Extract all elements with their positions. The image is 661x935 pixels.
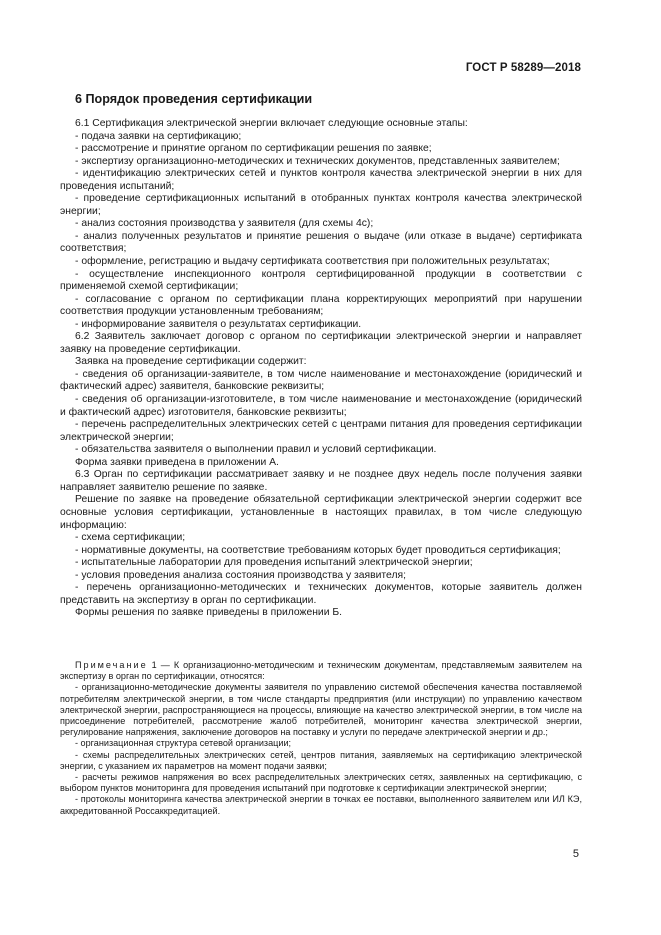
list-item: - анализ полученных результатов и принятие решения о выдаче (или отказе в выдаче) сертификата соответствия;	[60, 230, 582, 255]
list-item: - условия проведения анализа состояния производства у заявителя;	[75, 569, 406, 581]
section-title: 6 Порядок проведения сертификации	[75, 92, 313, 106]
note-item: - организационная структура сетевой организации;	[75, 738, 292, 749]
paragraph: 6.2 Заявитель заключает договор с органом по сертификации электрической энергии и направляет заявку на проведение сертификации.	[60, 331, 582, 355]
list-item: - нормативные документы, на соответствие требованиям которых будет проводиться сертификация;	[75, 544, 561, 556]
note-intro	[60, 660, 582, 682]
list-item: - испытательные лаборатории для проведения испытаний электрической энергии;	[75, 557, 473, 569]
note-item: - схемы распределительных электрических сетей, центров питания, заявляемых на сертификацию электрической энергии, с указанием их параметров на момент подачи заявки;	[60, 749, 582, 771]
list-item: - информирование заявителя о результатах сертификации.	[75, 318, 362, 330]
list-item: - оформление, регистрацию и выдачу сертификата соответствия при положительных результатах;	[75, 256, 550, 268]
paragraph: 6.3 Орган по сертификации рассматривает заявку и не позднее двух недель после получения заявки направляет заявителю решение по заявке.	[60, 469, 582, 493]
list-item: - подача заявки на сертификацию;	[75, 130, 242, 142]
note-label: Примечание	[75, 660, 148, 670]
list-item: - согласование с органом по сертификации плана корректирующих мероприятий при нарушении соответствия продукции установленным требованиям;	[60, 293, 582, 318]
note-item: - организационно-методические документы заявителя по управлению системой обеспечения качества поставляемой потребителям электрической энергии, в том числе стандарты предприятия (или инструкции) по управлению качеством электрической энергии, распространяющиеся на процессы, влияющие на качество электрической энергии, в том числе на присоединение потребителей, рассмотрение жалоб потребителей, мониторинг качества электрической энергии, регулирование напряжения, заключение договоров на поставку и услуги по передаче электрической энергии и др.;	[60, 682, 582, 738]
paragraph: Заявка на проведение сертификации содержит:	[75, 356, 307, 368]
list-item: - схема сертификации;	[75, 532, 186, 544]
list-item: - перечень организационно-методических и технических документов, которые заявитель должен представить на экспертизу в орган по сертификации.	[60, 582, 582, 606]
note-item: - расчеты режимов напряжения во всех распределительных электрических сетях, заявленных на сертификацию, с выбором пунктов мониторинга для проведения испытаний при подготовке к сертификации электрической энергии;	[60, 772, 582, 794]
list-item: - перечень распределительных электрических сетей с центрами питания для проведения сертификации электрической энергии;	[60, 419, 582, 443]
list-item: - сведения об организации-изготовителе, в том числе наименование и местонахождение (юридический и фактический адрес) изготовителя, банковские реквизиты;	[60, 394, 582, 418]
list-item: - осуществление инспекционного контроля сертифицированной продукции в соответствии с применяемой схемой сертификации;	[60, 268, 582, 293]
list-item: - экспертизу организационно-методических и технических документов, представленных заявителем;	[75, 155, 560, 167]
paragraph: Формы решения по заявке приведены в приложении Б.	[75, 607, 343, 619]
body-text	[60, 118, 582, 620]
list-item: - обязательства заявителя о выполнении правил и условий сертификации.	[75, 444, 437, 456]
page-number: 5	[572, 848, 579, 860]
list-item: - анализ состояния производства у заявителя (для схемы 4с);	[75, 218, 374, 230]
paragraph: Решение по заявке на проведение обязательной сертификации электрической энергии содержит все основные условия сертификации, установленные в настоящих правилах, в том числе следующую информацию:	[60, 494, 582, 531]
document-code: ГОСТ Р 58289—2018	[465, 62, 581, 74]
list-item: - проведение сертификационных испытаний в отобранных пунктах контроля качества электрической энергии;	[60, 193, 582, 217]
paragraph: 6.1 Сертификация электрической энергии включает следующие основные этапы:	[75, 118, 468, 129]
note-block	[60, 660, 582, 817]
list-item: - идентификацию электрических сетей и пунктов контроля качества электрической энергии в них для проведения испытаний;	[60, 168, 582, 192]
list-item: - сведения об организации-заявителе, в том числе наименование и местонахождение (юридический и фактический адрес) заявителя, банковские реквизиты;	[60, 368, 582, 393]
paragraph: Форма заявки приведена в приложении А.	[75, 456, 279, 468]
note-text: 1 — К организационно-методическим и техническим документам, представляемым заявителем на экспертизу в орган по сертификации, относятся:	[60, 660, 582, 682]
list-item: - рассмотрение и принятие органом по сертификации решения по заявке;	[75, 143, 432, 155]
note-item: - протоколы мониторинга качества электрической энергии в точках ее поставки, выполненного заявителем или ИЛ КЭ, аккредитованной Россаккредитацией.	[60, 794, 582, 816]
